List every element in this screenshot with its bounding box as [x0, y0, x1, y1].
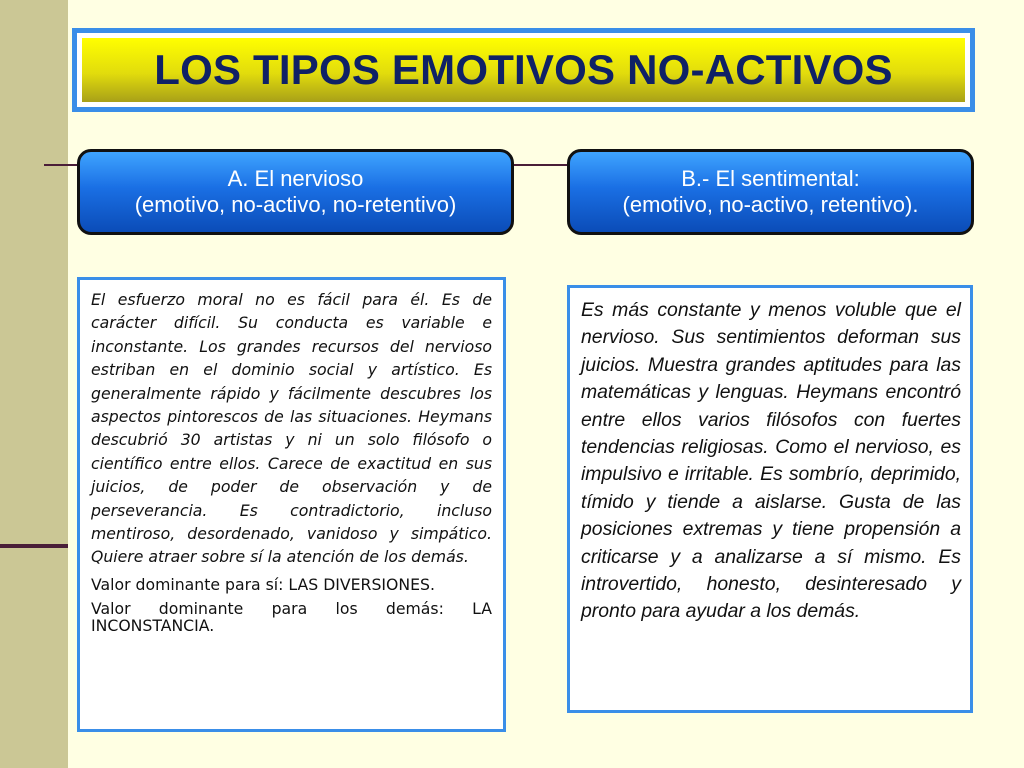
type-a-value-others: Valor dominante para los demás: LA INCONSTANCIA. — [91, 598, 492, 635]
type-a-value-self: Valor dominante para sí: LAS DIVERSIONES. — [91, 574, 435, 594]
type-b-heading-line2: (emotivo, no-activo, retentivo). — [622, 192, 919, 217]
decorative-side-band — [0, 0, 68, 768]
type-a-heading-line1: A. El nervioso — [227, 166, 364, 191]
type-b-description: Es más constante y menos voluble que el nervioso. Sus sentimientos deforman sus juicios. Muestra grandes aptitudes para las matemáticas y lenguas. Heymans encontró entre ellos varios filósofos con fuertes tendencias religiosas. Como el nervioso, es impulsivo e irritable. Es sombrío, deprimido, tímido y tiende a aislarse. Gusta de las posiciones extremas y tiene propensión a criticarse y a analizarse a sí mismo. Es introvertido, honesto, desinteresado y pronto para ayudar a los demás. — [581, 299, 961, 623]
type-b-description-box — [567, 285, 973, 713]
page-title: LOS TIPOS EMOTIVOS NO-ACTIVOS — [154, 46, 893, 93]
type-b-heading — [567, 149, 974, 235]
decorative-side-rule — [0, 544, 68, 548]
type-b-heading-line1: B.- El sentimental: — [681, 166, 860, 191]
type-a-description-box — [77, 277, 506, 732]
type-a-heading-line2: (emotivo, no-activo, no-retentivo) — [134, 192, 457, 217]
type-a-description: El esfuerzo moral no es fácil para él. Es de carácter difícil. Su conducta es variable e inconstante. Los grandes recursos del nervioso estriban en el dominio social y artístico. Es generalmente rápido y fácilmente descubres los aspectos pintorescos de las situaciones. Heymans descubrió 30 artistas y ni un solo filósofo o científico entre ellos. Carece de exactitud en sus juicios, de poder de observación y de perseverancia. Es contradictorio, incluso mentiroso, desordenado, vanidoso y simpático. Quiere atraer sobre sí la atención de los demás. — [91, 290, 492, 567]
title-banner — [72, 28, 975, 112]
connector-line-middle — [512, 164, 572, 166]
type-a-heading — [77, 149, 514, 235]
title-banner-fill — [82, 38, 965, 102]
